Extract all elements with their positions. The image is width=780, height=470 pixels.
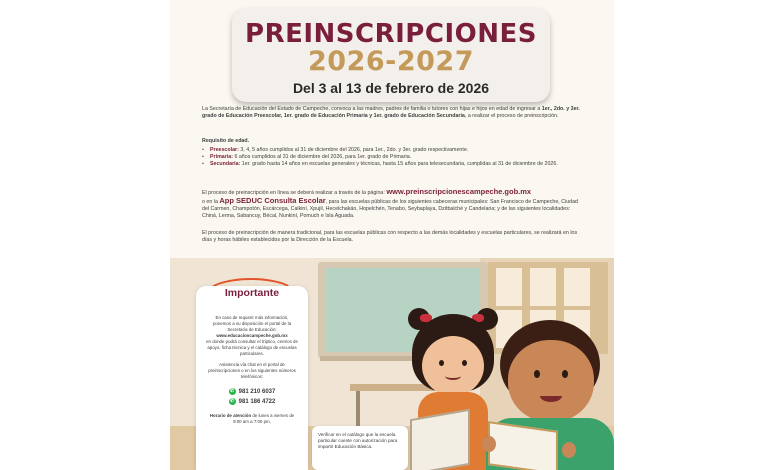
requirements-list xyxy=(202,147,584,168)
window-pane xyxy=(496,268,522,306)
app-name: App SEDUC Consulta Escolar xyxy=(219,196,326,205)
list-item xyxy=(202,161,584,168)
school-year: 2026-2027 xyxy=(308,46,474,77)
whatsapp-icon: ✆ xyxy=(230,398,235,404)
requirement-label: Secundaria: xyxy=(210,161,241,167)
intro-paragraph xyxy=(202,106,584,120)
phone-line xyxy=(206,388,298,395)
boy-face xyxy=(508,340,594,422)
eye xyxy=(534,370,540,378)
requirement-label: Preescolar: xyxy=(210,147,239,153)
list-item xyxy=(202,154,584,161)
traditional-paragraph: El proceso de preinscripción de manera tradicional, para las escuelas públicas con respecto a las demás localidades y escuelas particulares, se realizará en los días y horas hábiles establecidos por la Dirección de la Escuela. xyxy=(202,230,578,243)
page-title: PREINSCRIPCIONES xyxy=(245,19,537,49)
preinscription-link[interactable]: www.preinscripcionescampeche.gob.mx xyxy=(386,187,532,196)
eye xyxy=(562,370,568,378)
header-card xyxy=(232,8,550,102)
office-hours xyxy=(206,413,298,425)
poster xyxy=(170,0,614,470)
online-text-2: o en la xyxy=(202,199,220,205)
bullet-icon: • xyxy=(202,154,204,160)
whatsapp-icon: ✆ xyxy=(230,388,235,394)
important-text-3: Asistencia vía chat en el portal de preinscripciones o en los siguientes números telefónicos: xyxy=(208,362,296,379)
important-box xyxy=(196,286,308,470)
book xyxy=(410,409,470,470)
requirement-text: 6 años cumplidos al 31 de diciembre del 2026, para 1er. grado de Primaria. xyxy=(232,154,412,160)
bullet-icon: • xyxy=(202,147,204,153)
important-title: Importante xyxy=(224,287,280,299)
girl-face xyxy=(422,336,484,396)
desk-leg xyxy=(356,391,360,431)
private-school-note: Verificar en el catálogo que la escuela particular cuente con autorización para impartir Educación Básica. xyxy=(312,426,408,470)
requirement-text: 1er. grado hasta 14 años en escuelas generales y técnicas, hasta 15 años para telesecundaria, cumplidas al 31 de diciembre de 2026. xyxy=(240,161,558,167)
hand xyxy=(562,442,576,458)
hours-text: de lunes a viernes de 9:00 am a 7:00 pm. xyxy=(233,413,295,424)
smile xyxy=(540,390,562,402)
hand xyxy=(482,436,496,452)
important-text-2: en donde podrá consultar el tríptico, centros de apoyo, ficha técnica y el catálogo de escuelas particulares. xyxy=(206,339,298,356)
phone-number[interactable]: 981 210 6037 xyxy=(238,388,276,395)
list-item xyxy=(202,147,584,154)
window-pane xyxy=(564,268,590,306)
smile xyxy=(445,372,461,380)
enrollment-dates: Del 3 al 13 de febrero de 2026 xyxy=(292,80,490,96)
requirement-text: 3, 4, 5 años cumplidos al 31 de diciembre del 2026, para 1er., 2do. y 3er. grado respectivamente. xyxy=(238,147,469,153)
intro-text-end: , a realizar el proceso de preinscripción. xyxy=(464,113,559,119)
online-text-3: , para las escuelas públicas de los siguientes cabeceras municipales: San Francisco de Campeche, Ciudad del Carmen, Champotón, Escárcega, Calkiní, Xpujil, Hecelchakán, Hopelchén, Tenabo, Seybaplaya, Dzitbalché y Candelaria; y de las siguientes localidades: Chiná, Lerma, Sabancuy, Bécal, Nunkiní, Pomuch e Isla Aguada. xyxy=(202,199,579,219)
phone-line xyxy=(206,398,298,405)
education-portal-link[interactable]: www.educacioncampeche.gob.mx xyxy=(216,333,288,338)
intro-grades: 1er., 2do. y 3er. grado de Educación Preescolar, 1er. grado de Educación Primaria y 1er. grado de Educación Secundaria xyxy=(202,106,580,119)
requirement-label: Primaria: xyxy=(210,154,233,160)
window-pane xyxy=(530,268,556,306)
intro-text: La Secretaría de Educación del Estado de Campeche, convoca a las madres, padres de familia o tutores con hijas e hijos en edad de ingresar a xyxy=(202,106,542,112)
bullet-icon: • xyxy=(202,161,204,167)
online-paragraph xyxy=(202,188,584,220)
eye xyxy=(439,360,444,366)
requirements-title: Requisito de edad. xyxy=(202,138,250,144)
hours-label: Horario de atención xyxy=(209,413,252,418)
eye xyxy=(462,360,467,366)
phone-number[interactable]: 981 186 4722 xyxy=(238,398,276,405)
important-text: En caso de requerir más información, ponemos a su disposición el portal de la Secretaría de Educación: xyxy=(212,315,292,332)
online-text: El proceso de preinscripción en línea se deberá realizar a través de la página: xyxy=(202,190,387,196)
